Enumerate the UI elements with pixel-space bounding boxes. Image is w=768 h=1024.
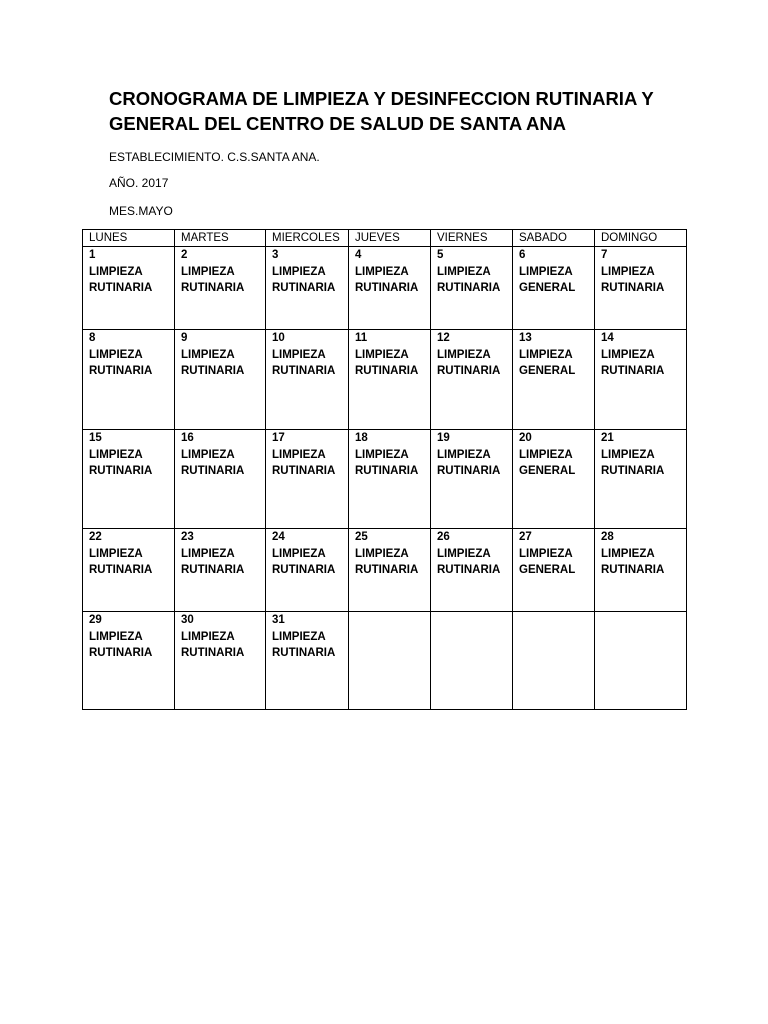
- task-line-1: LIMPIEZA: [89, 547, 143, 560]
- task-line-2: RUTINARIA: [355, 465, 419, 477]
- weekday-header: LUNES: [83, 230, 175, 247]
- task-line-2: RUTINARIA: [272, 365, 336, 377]
- task-line-1: LIMPIEZA: [601, 265, 655, 278]
- year-line: AÑO. 2017: [109, 176, 169, 190]
- task-line-1: LIMPIEZA: [181, 630, 235, 643]
- calendar-day-cell: [513, 330, 595, 430]
- calendar-day-cell: [349, 529, 431, 612]
- day-number: 30: [181, 614, 194, 626]
- day-number: 4: [355, 249, 362, 261]
- task-line-2: RUTINARIA: [437, 564, 501, 576]
- calendar-day-cell: [349, 247, 431, 330]
- task-line-2: RUTINARIA: [437, 365, 501, 377]
- calendar-day-cell: [266, 529, 349, 612]
- calendar-day-cell: [513, 247, 595, 330]
- task-line-2: RUTINARIA: [181, 564, 245, 576]
- calendar-day-cell: [266, 430, 349, 529]
- day-number: 11: [355, 332, 368, 344]
- task-line-2: RUTINARIA: [181, 365, 245, 377]
- calendar-day-cell: [431, 430, 513, 529]
- calendar-day-cell: [83, 430, 175, 529]
- day-number: 28: [601, 531, 614, 543]
- task-line-2: GENERAL: [519, 465, 576, 477]
- weekday-header: VIERNES: [431, 230, 513, 247]
- calendar-week-row: [83, 430, 687, 529]
- task-line-1: LIMPIEZA: [519, 348, 573, 361]
- task-line-2: RUTINARIA: [437, 465, 501, 477]
- calendar-day-cell: [175, 612, 266, 710]
- task-line-2: GENERAL: [519, 282, 576, 294]
- calendar-day-cell: [513, 612, 595, 710]
- task-line-1: LIMPIEZA: [601, 448, 655, 461]
- task-line-2: RUTINARIA: [181, 647, 245, 659]
- task-line-1: LIMPIEZA: [519, 265, 573, 278]
- task-line-1: LIMPIEZA: [437, 448, 491, 461]
- task-line-2: RUTINARIA: [272, 564, 336, 576]
- calendar-day-cell: [431, 330, 513, 430]
- task-line-1: LIMPIEZA: [181, 448, 235, 461]
- task-line-1: LIMPIEZA: [272, 630, 326, 643]
- calendar-day-cell: [595, 529, 687, 612]
- weekday-header: JUEVES: [349, 230, 431, 247]
- day-number: 25: [355, 531, 368, 543]
- task-line-1: LIMPIEZA: [89, 448, 143, 461]
- calendar-week-row: [83, 330, 687, 430]
- day-number: 8: [89, 332, 96, 344]
- task-line-1: LIMPIEZA: [355, 348, 409, 361]
- day-number: 26: [437, 531, 450, 543]
- day-number: 31: [272, 614, 285, 626]
- task-line-2: RUTINARIA: [272, 282, 336, 294]
- task-line-1: LIMPIEZA: [272, 265, 326, 278]
- calendar-day-cell: [431, 529, 513, 612]
- establishment-line: ESTABLECIMIENTO. C.S.SANTA ANA.: [109, 150, 320, 164]
- day-number: 15: [89, 432, 102, 444]
- day-number: 7: [601, 249, 608, 261]
- task-line-1: LIMPIEZA: [89, 630, 143, 643]
- day-number: 13: [519, 332, 532, 344]
- day-number: 24: [272, 531, 285, 543]
- task-line-2: RUTINARIA: [437, 282, 501, 294]
- task-line-2: RUTINARIA: [272, 465, 336, 477]
- day-number: 6: [519, 249, 526, 261]
- calendar-day-cell: [349, 330, 431, 430]
- task-line-2: RUTINARIA: [601, 564, 665, 576]
- task-line-2: RUTINARIA: [355, 365, 419, 377]
- task-line-2: GENERAL: [519, 365, 576, 377]
- day-number: 5: [437, 249, 444, 261]
- calendar-day-cell: [266, 330, 349, 430]
- task-line-1: LIMPIEZA: [181, 547, 235, 560]
- calendar-day-cell: [595, 247, 687, 330]
- weekday-header: SABADO: [513, 230, 595, 247]
- calendar-week-row: [83, 529, 687, 612]
- task-line-1: LIMPIEZA: [355, 547, 409, 560]
- task-line-2: RUTINARIA: [601, 365, 665, 377]
- day-number: 14: [601, 332, 614, 344]
- task-line-2: RUTINARIA: [181, 465, 245, 477]
- day-number: 20: [519, 432, 532, 444]
- task-line-1: LIMPIEZA: [437, 547, 491, 560]
- task-line-1: LIMPIEZA: [355, 448, 409, 461]
- day-number: 17: [272, 432, 285, 444]
- day-number: 10: [272, 332, 285, 344]
- calendar-week-row: [83, 612, 687, 710]
- calendar-day-cell: [595, 612, 687, 710]
- task-line-1: LIMPIEZA: [355, 265, 409, 278]
- task-line-1: LIMPIEZA: [601, 547, 655, 560]
- calendar-day-cell: [349, 430, 431, 529]
- task-line-1: LIMPIEZA: [272, 448, 326, 461]
- task-line-2: RUTINARIA: [355, 282, 419, 294]
- calendar-day-cell: [431, 247, 513, 330]
- calendar-day-cell: [83, 330, 175, 430]
- day-number: 12: [437, 332, 450, 344]
- task-line-2: RUTINARIA: [181, 282, 245, 294]
- task-line-2: RUTINARIA: [272, 647, 336, 659]
- task-line-1: LIMPIEZA: [519, 448, 573, 461]
- day-number: 21: [601, 432, 614, 444]
- task-line-1: LIMPIEZA: [437, 348, 491, 361]
- day-number: 2: [181, 249, 188, 261]
- task-line-1: LIMPIEZA: [601, 348, 655, 361]
- calendar-week-row: [83, 247, 687, 330]
- task-line-2: RUTINARIA: [89, 282, 153, 294]
- month-line: MES.MAYO: [109, 204, 173, 218]
- calendar-day-cell: [595, 430, 687, 529]
- task-line-1: LIMPIEZA: [89, 265, 143, 278]
- task-line-1: LIMPIEZA: [272, 547, 326, 560]
- day-number: 16: [181, 432, 194, 444]
- document-title: CRONOGRAMA DE LIMPIEZA Y DESINFECCION RUTINARIA Y GENERAL DEL CENTRO DE SALUD DE SANTA ANA: [109, 88, 654, 134]
- day-number: 18: [355, 432, 368, 444]
- task-line-2: GENERAL: [519, 564, 576, 576]
- calendar-day-cell: [595, 330, 687, 430]
- day-number: 29: [89, 614, 102, 626]
- day-number: 27: [519, 531, 532, 543]
- task-line-1: LIMPIEZA: [181, 265, 235, 278]
- weekday-header: MIERCOLES: [266, 230, 349, 247]
- task-line-1: LIMPIEZA: [437, 265, 491, 278]
- calendar-day-cell: [175, 430, 266, 529]
- calendar-day-cell: [513, 529, 595, 612]
- task-line-1: LIMPIEZA: [89, 348, 143, 361]
- day-number: 23: [181, 531, 194, 543]
- calendar-day-cell: [175, 529, 266, 612]
- day-number: 19: [437, 432, 450, 444]
- task-line-2: RUTINARIA: [89, 465, 153, 477]
- task-line-1: LIMPIEZA: [181, 348, 235, 361]
- day-number: 3: [272, 249, 279, 261]
- task-line-1: LIMPIEZA: [272, 348, 326, 361]
- task-line-2: RUTINARIA: [601, 465, 665, 477]
- calendar-day-cell: [266, 612, 349, 710]
- task-line-2: RUTINARIA: [89, 564, 153, 576]
- calendar-day-cell: [175, 247, 266, 330]
- calendar-day-cell: [349, 612, 431, 710]
- task-line-2: RUTINARIA: [355, 564, 419, 576]
- day-number: 1: [89, 249, 96, 261]
- calendar-day-cell: [83, 529, 175, 612]
- task-line-2: RUTINARIA: [89, 647, 153, 659]
- calendar-day-cell: [175, 330, 266, 430]
- weekday-header-row: [83, 230, 687, 247]
- task-line-2: RUTINARIA: [601, 282, 665, 294]
- calendar-day-cell: [431, 612, 513, 710]
- cleaning-calendar-table: [82, 229, 687, 710]
- calendar-day-cell: [83, 612, 175, 710]
- calendar-day-cell: [83, 247, 175, 330]
- weekday-header: DOMINGO: [595, 230, 687, 247]
- weekday-header: MARTES: [175, 230, 266, 247]
- calendar-day-cell: [266, 247, 349, 330]
- day-number: 22: [89, 531, 102, 543]
- day-number: 9: [181, 332, 188, 344]
- task-line-2: RUTINARIA: [89, 365, 153, 377]
- calendar-day-cell: [513, 430, 595, 529]
- task-line-1: LIMPIEZA: [519, 547, 573, 560]
